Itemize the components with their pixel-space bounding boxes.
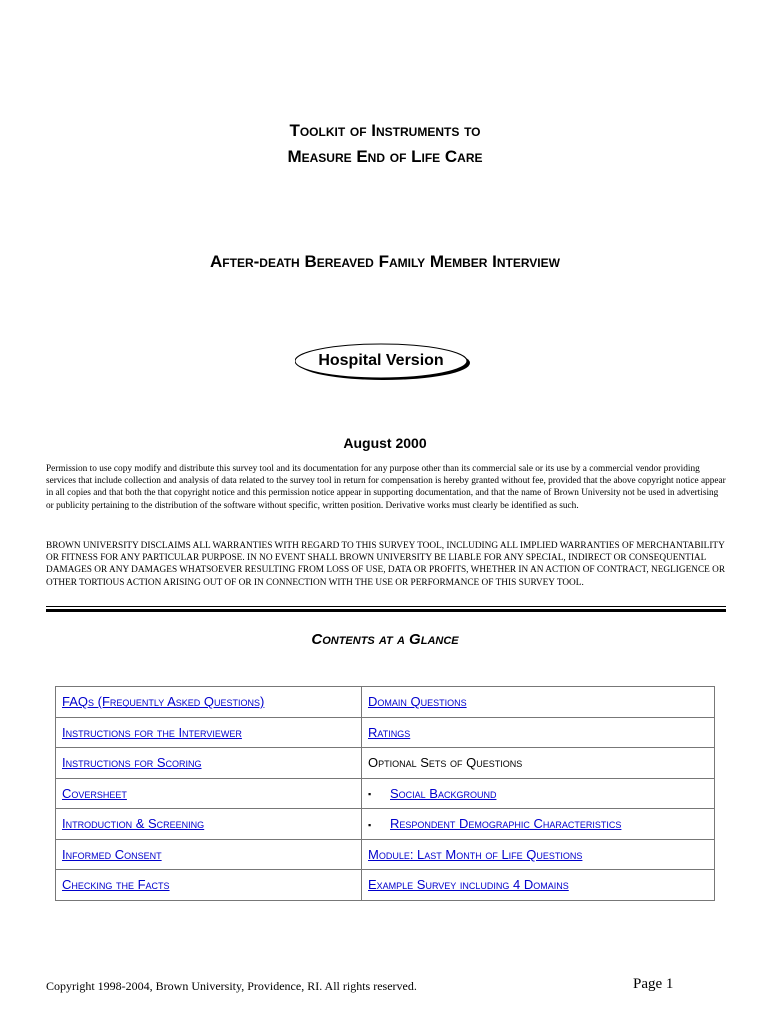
toc-link-last-month-module[interactable]: Module: Last Month of Life Questions <box>368 846 583 862</box>
table-row <box>56 839 715 870</box>
divider-thick <box>46 609 726 612</box>
document-date: August 2000 <box>343 435 427 451</box>
toc-cell <box>56 839 362 870</box>
toc-cell <box>362 687 715 718</box>
table-row <box>56 778 715 809</box>
toc-cell <box>56 687 362 718</box>
footer-copyright: Copyright 1998-2004, Brown University, Providence, RI. All rights reserved. <box>46 979 417 993</box>
toc-cell <box>362 870 715 901</box>
toc-cell <box>56 778 362 809</box>
toc-cell <box>56 809 362 840</box>
table-row <box>56 809 715 840</box>
toc-cell <box>56 748 362 779</box>
toc-label-optional-sets: Optional Sets of Questions <box>368 755 523 771</box>
bullet-icon: ▪ <box>368 819 372 830</box>
warranty-disclaimer: BROWN UNIVERSITY DISCLAIMS ALL WARRANTIES WITH REGARD TO THIS SURVEY TOOL, INCLUDING ALL IMPLIED WARRANTIES OF MERCHANTABILITY OR FITNESS FOR ANY PARTICULAR PURPOSE. IN NO EVENT SHALL BROWN UNIVERSITY BE LIABLE FOR ANY SPECIAL, INDIRECT OR CONSEQUENTIAL DAMAGES OR ANY DAMAGES WHATSOEVER RESULTING FROM LOSS OF USE, DATA OR PROFITS, WHETHER IN AN ACTION OF CONTRACT, NEGLIGENCE OR OTHER TORTIOUS ACTION ARISING OUT OF OR IN CONNECTION WITH THE USE OR PERFORMANCE OF THIS SURVEY TOOL. <box>46 541 726 588</box>
contents-heading: Contents at a Glance <box>311 631 459 648</box>
toc-link-checking-facts[interactable]: Checking the Facts <box>62 877 170 893</box>
table-row <box>56 687 715 718</box>
toc-cell <box>56 717 362 748</box>
toc-link-introduction-screening[interactable]: Introduction & Screening <box>62 816 205 832</box>
permission-notice: Permission to use copy modify and distribute this survey tool and its documentation for any purpose other than its commercial sale or its use by a commercial vendor providing services that include collection and analysis of data related to the survey tool in return for compensation is hereby granted without fee, provided that the above copyright notice appear in all copies and that both the that copyright notice and this permission notice appear in supporting documentation, and that the name of Brown University not be used in advertising or publicity pertaining to the distribution of the software without specific, written position. Derivative works must clearly be identified as such. <box>46 464 726 511</box>
toc-link-respondent-demographics[interactable]: Respondent Demographic Characteristics <box>390 816 622 832</box>
divider-thin <box>46 606 726 607</box>
toc-link-faqs[interactable]: FAQs (Frequently Asked Questions) <box>62 694 265 710</box>
version-label: Hospital Version <box>318 352 444 369</box>
version-badge <box>295 343 475 381</box>
table-row <box>56 717 715 748</box>
contents-table <box>55 686 715 901</box>
toc-link-example-survey[interactable]: Example Survey including 4 Domains <box>368 877 569 893</box>
toc-link-coversheet[interactable]: Coversheet <box>62 785 127 801</box>
toc-link-social-background[interactable]: Social Background <box>390 785 497 801</box>
toc-cell <box>362 809 715 840</box>
table-row <box>56 748 715 779</box>
toc-link-ratings[interactable]: Ratings <box>368 724 411 740</box>
toc-cell <box>362 717 715 748</box>
toc-link-domain-questions[interactable]: Domain Questions <box>368 694 467 710</box>
toc-link-instructions-scoring[interactable]: Instructions for Scoring <box>62 755 202 771</box>
toc-cell <box>362 778 715 809</box>
table-row <box>56 870 715 901</box>
page-number: Page 1 <box>633 976 674 992</box>
title-line-1: Toolkit of Instruments to <box>289 121 481 140</box>
toc-link-instructions-interviewer[interactable]: Instructions for the Interviewer <box>62 724 242 740</box>
toc-cell <box>56 870 362 901</box>
toc-link-informed-consent[interactable]: Informed Consent <box>62 846 162 862</box>
title-line-2: Measure End of Life Care <box>287 147 483 166</box>
document-subtitle: After-death Bereaved Family Member Interview <box>210 252 560 271</box>
document-title <box>0 118 770 170</box>
bullet-icon: ▪ <box>368 789 372 800</box>
toc-cell <box>362 839 715 870</box>
toc-cell <box>362 748 715 779</box>
